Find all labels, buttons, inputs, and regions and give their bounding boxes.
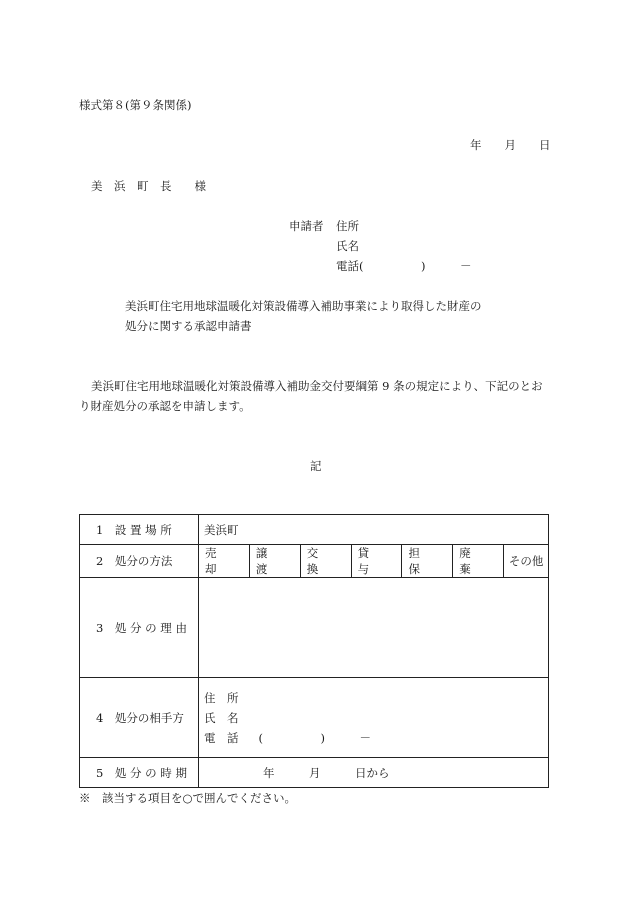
applicant-label: 申請者 bbox=[289, 219, 324, 233]
method-option-exchange[interactable]: 交 換 bbox=[301, 545, 352, 577]
table-row bbox=[80, 678, 549, 758]
body-line-1: 美浜町住宅用地球温暖化対策設備導入補助金交付要綱第 9 条の規定により、下記のとお bbox=[91, 379, 543, 393]
method-option-other[interactable]: その他 bbox=[508, 554, 544, 568]
method-option-collateral[interactable]: 担 保 bbox=[402, 545, 453, 577]
partner-phone-format: ( ) － bbox=[258, 730, 371, 745]
title-line-2: 処分に関する承認申請書 bbox=[125, 319, 252, 333]
location-label: 1 設 置 場 所 bbox=[80, 515, 199, 545]
partner-label: 4 処分の相手方 bbox=[80, 678, 199, 758]
date-line: 年 月 日 bbox=[470, 138, 551, 152]
applicant-address-label: 住所 bbox=[336, 219, 359, 233]
form-number: 様式第８(第９条関係) bbox=[79, 98, 192, 112]
table-row bbox=[80, 515, 549, 545]
note: ※ 該当する項目を○で囲んでください。 bbox=[79, 791, 297, 805]
table-row bbox=[80, 758, 549, 788]
title-line-1: 美浜町住宅用地球温暖化対策設備導入補助事業により取得した財産の bbox=[125, 299, 482, 313]
timing-label: 5 処 分 の 時 期 bbox=[80, 758, 199, 788]
ki-heading: 記 bbox=[310, 459, 322, 473]
table-row bbox=[80, 578, 549, 678]
table-row bbox=[80, 545, 549, 578]
method-option-lend[interactable]: 貸 与 bbox=[352, 545, 403, 577]
applicant-name-label: 氏名 bbox=[336, 239, 359, 253]
method-option-discard[interactable]: 廃 棄 bbox=[453, 545, 504, 577]
partner-address-label: 住 所 bbox=[204, 690, 239, 705]
disposal-table bbox=[79, 514, 549, 788]
partner-phone-label: 電 話 bbox=[204, 730, 239, 745]
method-option-sell[interactable]: 売 却 bbox=[199, 545, 250, 577]
body-line-2: り財産処分の承認を申請します。 bbox=[79, 399, 251, 413]
applicant-phone-label: 電話( ) － bbox=[336, 259, 472, 273]
timing-value: 年 月 日から bbox=[199, 758, 549, 788]
reason-field[interactable] bbox=[199, 578, 549, 678]
method-label: 2 処分の方法 bbox=[80, 545, 199, 578]
method-option-transfer[interactable]: 譲 渡 bbox=[250, 545, 301, 577]
addressee: 美 浜 町 長 様 bbox=[91, 179, 206, 193]
reason-label: 3 処 分 の 理 由 bbox=[80, 578, 199, 678]
location-value: 美浜町 bbox=[199, 515, 549, 545]
method-options bbox=[199, 545, 548, 577]
partner-name-label: 氏 名 bbox=[204, 710, 239, 725]
